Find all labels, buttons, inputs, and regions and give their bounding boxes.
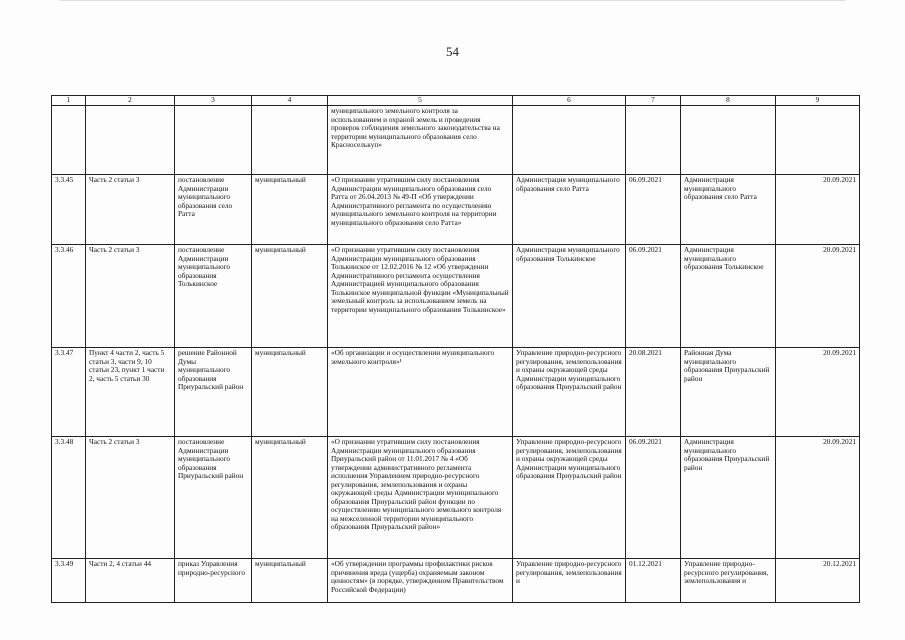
table-row [52, 245, 860, 348]
column-header: 4 [252, 96, 328, 106]
adopting-body: Администрация муниципального образования село Ратта [681, 175, 776, 245]
table-row [52, 348, 860, 437]
development-date: 20.08.2021 [626, 348, 681, 437]
development-date: 01.12.2021 [626, 559, 681, 603]
act-title: «О признании утратившим силу постановления Администрации муниципального образования Приуральский район от 11.01.2017 № 4 «Об утверждении административного регламента исполнения Управлением природно-ресурсного регулирования, землепользования и охраны окружающей среды Администрации муниципального образования Приуральский район функции по осуществлению муниципального земельного контроля на межселенной территории муниципального образования Приуральский район» [328, 437, 513, 559]
act-title: «Об утверждении программы профилактики рисков причинения вреда (ущерба) охраняемым законом ценностям» (в порядке, утвержденном Правительством Российской Федерации) [328, 559, 513, 603]
developer: Управление природно-ресурсного регулирования, землепользования и охраны окружающей среды Администрации муниципального образования Приуральский район [513, 437, 626, 559]
act-type: постановление Администрации муниципального образования Толькинское [175, 245, 252, 348]
table-row [52, 559, 860, 603]
legal-basis: Часть 2 статьи 3 [86, 175, 175, 245]
column-header: 1 [52, 96, 86, 106]
row-number: 3.3.49 [52, 559, 86, 603]
adoption-date: 20.12.2021 [776, 559, 860, 603]
table-row [52, 175, 860, 245]
act-level: муниципальный [252, 437, 328, 559]
table-row [52, 437, 860, 559]
development-date: 06.09.2021 [626, 437, 681, 559]
adopting-body: Администрация муниципального образования Толькинское [681, 245, 776, 348]
adoption-date [776, 106, 860, 175]
act-level [252, 106, 328, 175]
legal-basis: Пункт 4 части 2, часть 5 статьи 3, части 9, 10 статьи 23, пункт 1 части 2, часть 5 статьи 30 [86, 348, 175, 437]
development-date: 06.09.2021 [626, 245, 681, 348]
column-header: 5 [328, 96, 513, 106]
adoption-date: 20.09.2021 [776, 245, 860, 348]
adoption-date: 20.09.2021 [776, 437, 860, 559]
legal-basis: Части 2, 4 статьи 44 [86, 559, 175, 603]
act-type [175, 106, 252, 175]
act-type: решение Районной Думы муниципального образования Приуральский район [175, 348, 252, 437]
legal-basis [86, 106, 175, 175]
column-number-row [52, 96, 860, 106]
development-date [626, 106, 681, 175]
act-level: муниципальный [252, 175, 328, 245]
row-number: 3.3.46 [52, 245, 86, 348]
developer: Управление природно-ресурсного регулирования, землепользования и [513, 559, 626, 603]
column-header: 3 [175, 96, 252, 106]
column-header: 2 [86, 96, 175, 106]
act-type: приказ Управления природно-ресурсного [175, 559, 252, 603]
act-type: постановление Администрации муниципального образования село Ратта [175, 175, 252, 245]
adoption-date: 20.09.2021 [776, 175, 860, 245]
act-title: муниципального земельного контроля за использованием и охраной земель и проведения проверок соблюдения земельного законодательства на территории муниципального образования село Красноселькуп» [328, 106, 513, 175]
column-header: 9 [776, 96, 860, 106]
row-number: 3.3.47 [52, 348, 86, 437]
column-header: 6 [513, 96, 626, 106]
act-level: муниципальный [252, 348, 328, 437]
adopting-body: Администрация муниципального образования Приуральский район [681, 437, 776, 559]
legal-basis: Часть 2 статьи 3 [86, 437, 175, 559]
table-row [52, 106, 860, 175]
top-rule [60, 0, 845, 1]
developer: Администрация муниципального образования село Ратта [513, 175, 626, 245]
act-level: муниципальный [252, 245, 328, 348]
act-type: постановление Администрации муниципального образования Приуральский район [175, 437, 252, 559]
column-header: 8 [681, 96, 776, 106]
row-number [52, 106, 86, 175]
adoption-date: 20.09.2021 [776, 348, 860, 437]
register-table [51, 95, 860, 603]
act-level: муниципальный [252, 559, 328, 603]
developer: Управление природно-ресурсного регулирования, землепользования и охраны окружающей среды Администрации муниципального образования Приуральский район [513, 348, 626, 437]
act-title: «О признании утратившим силу постановления Администрации муниципального образования Толькинское от 12.02.2016 № 12 «Об утверждении Административного регламента осуществления Администрацией муниципального образования Толькинское муниципальной функции «Муниципальный земельный контроль за использованием земель на территории муниципального образования Толькинское» [328, 245, 513, 348]
developer [513, 106, 626, 175]
development-date: 06.09.2021 [626, 175, 681, 245]
legal-basis: Часть 2 статьи 3 [86, 245, 175, 348]
act-title: «Об организации и осуществлении муниципального земельного контроля»¹ [328, 348, 513, 437]
adopting-body [681, 106, 776, 175]
act-title: «О признании утратившим силу постановления Администрации муниципального образования село Ратта от 26.04.2013 № 49-П «Об утверждении Административного регламента по осуществлению муниципального земельного контроля на территории муниципального образования село Ратта» [328, 175, 513, 245]
column-header: 7 [626, 96, 681, 106]
adopting-body: Управление природно-ресурсного регулирования, землепользования и [681, 559, 776, 603]
adopting-body: Районная Дума муниципального образования Приуральский район [681, 348, 776, 437]
developer: Администрация муниципального образования Толькинское [513, 245, 626, 348]
row-number: 3.3.45 [52, 175, 86, 245]
page-number: 54 [446, 44, 459, 59]
row-number: 3.3.48 [52, 437, 86, 559]
